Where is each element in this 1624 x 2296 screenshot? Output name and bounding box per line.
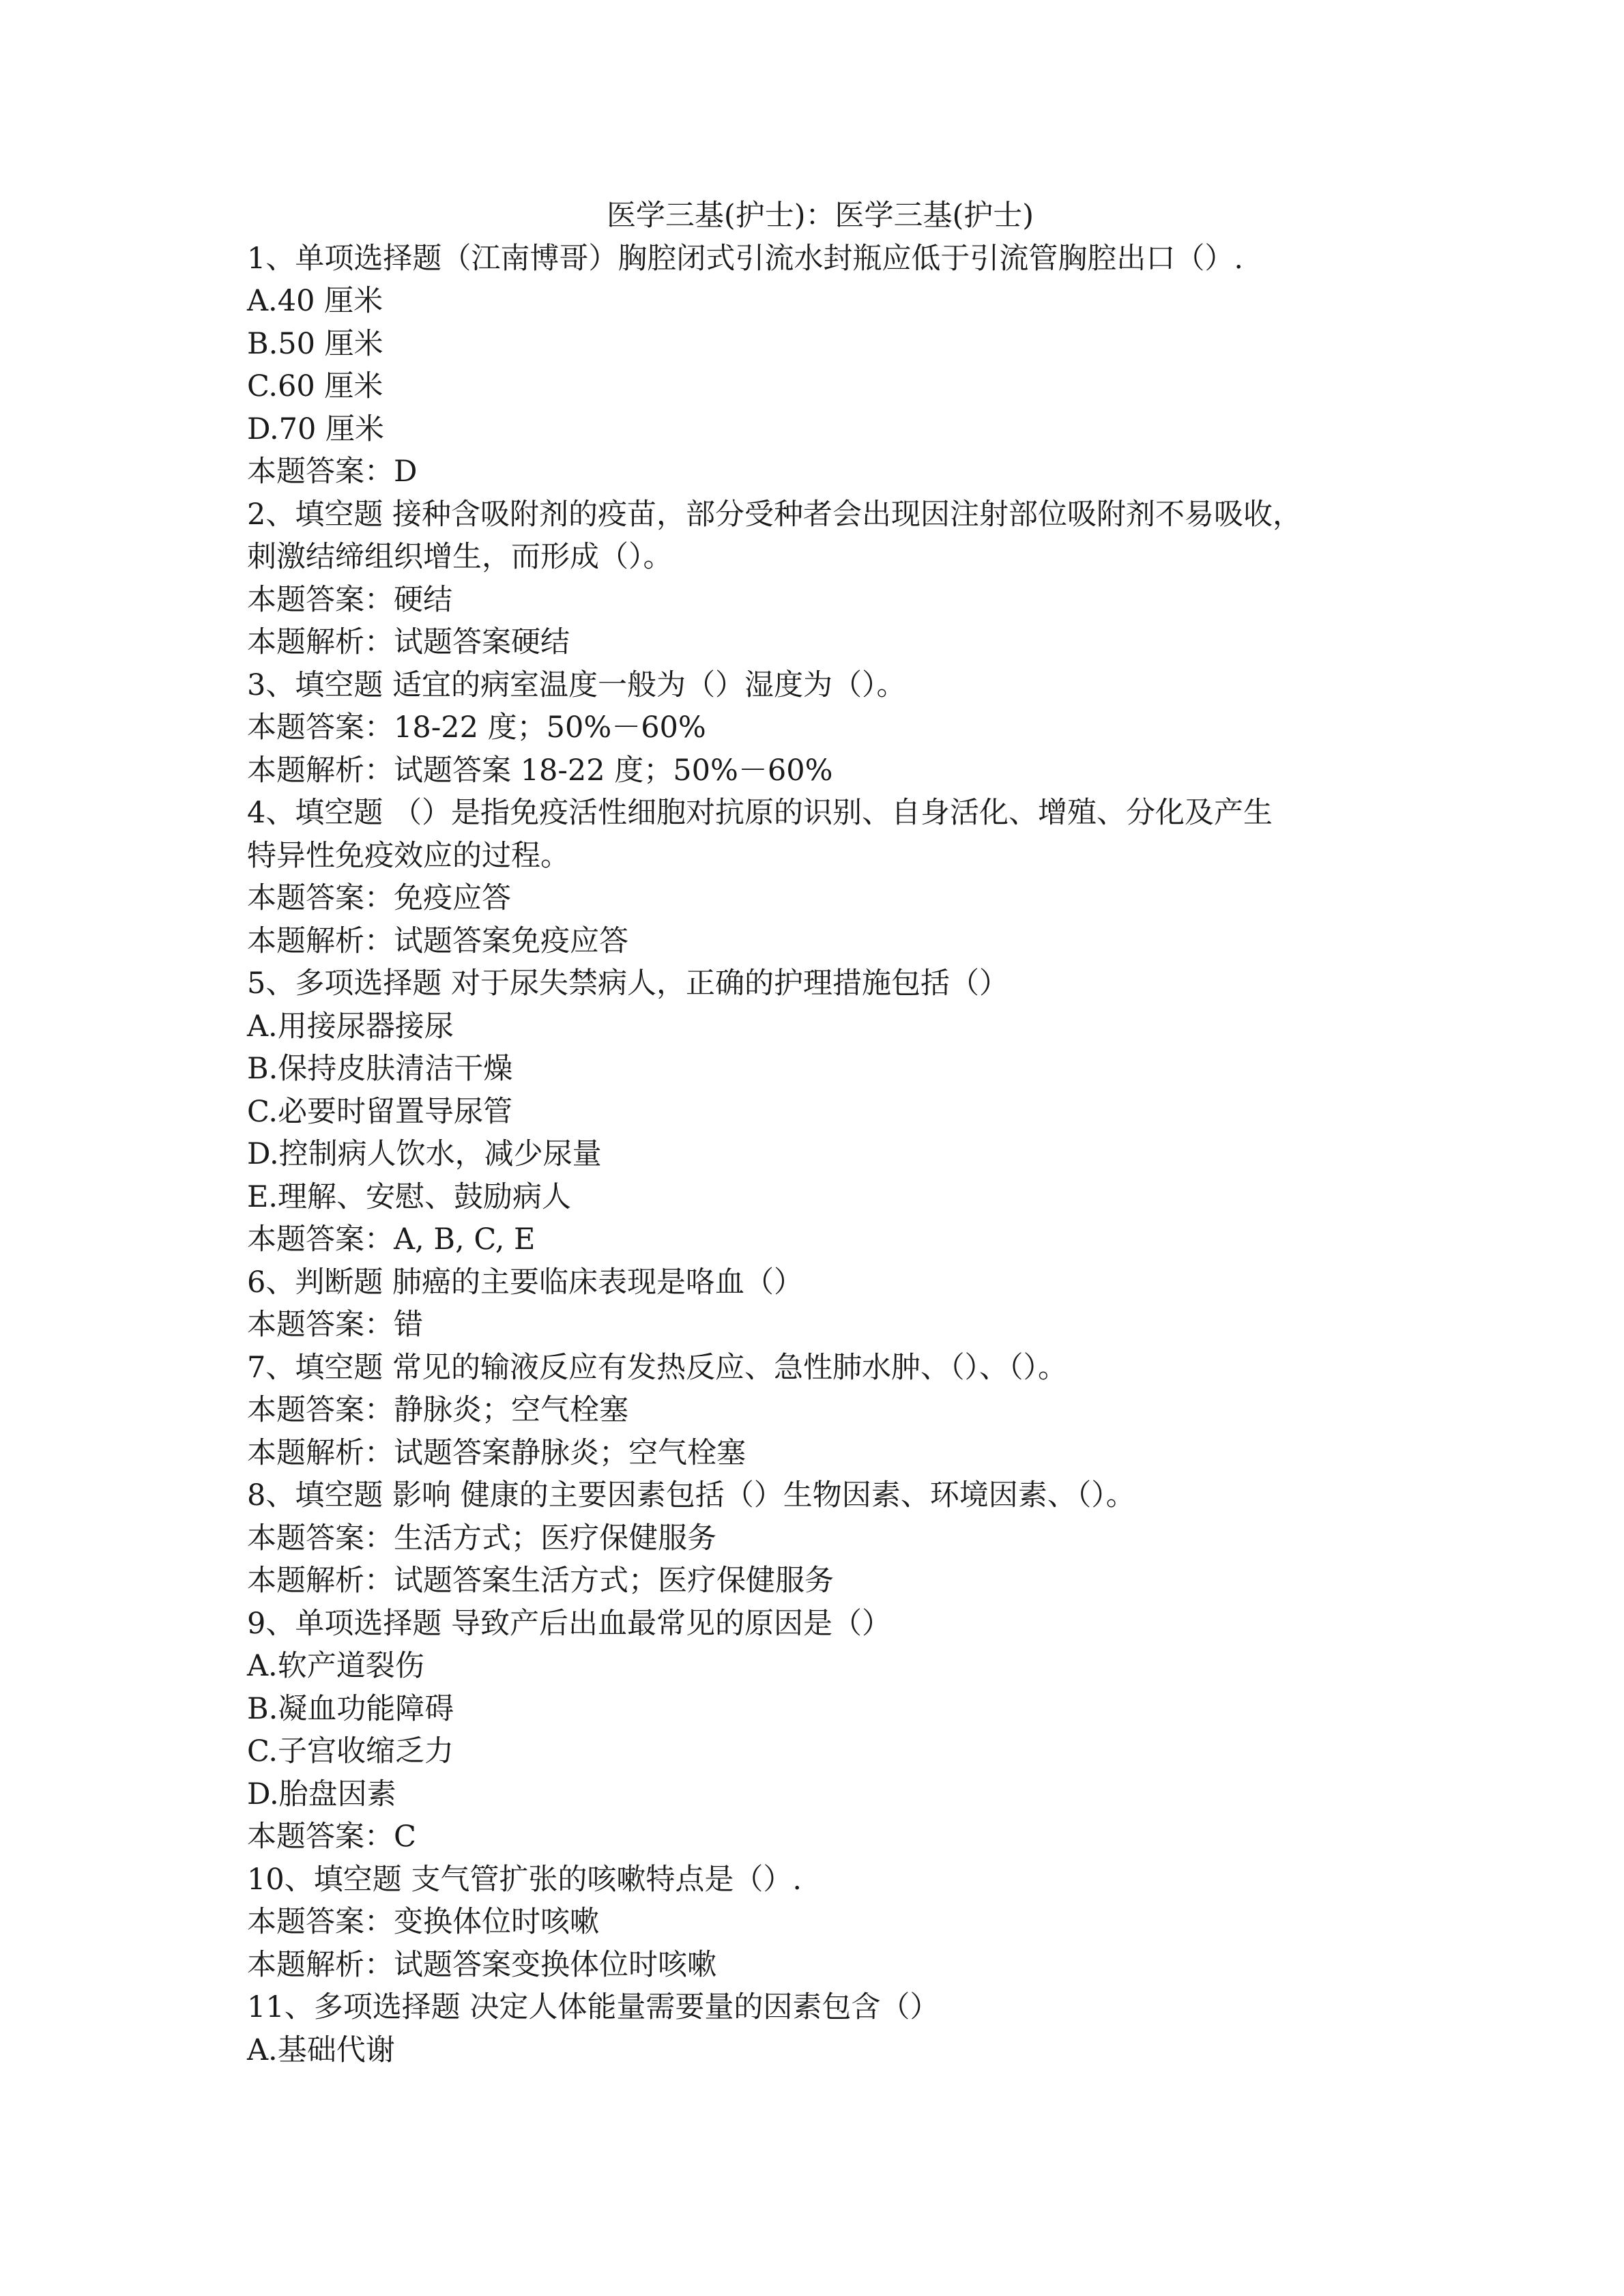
question-9-option-a: A.软产道裂伤	[247, 1649, 424, 1683]
question-9-option-d: D.胎盘因素	[247, 1777, 396, 1811]
question-6-answer: 本题答案：错	[247, 1308, 423, 1342]
question-8-answer: 本题答案：生活方式；医疗保健服务	[247, 1521, 716, 1555]
question-7-answer: 本题答案：静脉炎；空气栓塞	[247, 1393, 628, 1427]
question-4: 4、填空题 （）是指免疫活性细胞对抗原的识别、自身活化、增殖、分化及产生	[247, 796, 1273, 830]
question-1-option-c: C.60 厘米	[247, 369, 383, 403]
question-9: 9、单项选择题 导致产后出血最常见的原因是（）	[247, 1606, 892, 1641]
question-10: 10、填空题 支气管扩张的咳嗽特点是（）.	[247, 1862, 802, 1897]
question-11-option-a: A.基础代谢	[247, 2033, 395, 2067]
question-5-option-b: B.保持皮肤清洁干燥	[247, 1052, 513, 1086]
question-10-explanation: 本题解析：试题答案变换体位时咳嗽	[247, 1947, 716, 1982]
question-1-option-b: B.50 厘米	[247, 326, 383, 361]
question-4-continued: 特异性免疫效应的过程。	[247, 838, 570, 873]
question-2-answer: 本题答案：硬结	[247, 582, 452, 617]
question-7-explanation: 本题解析：试题答案静脉炎；空气栓塞	[247, 1435, 746, 1470]
question-5-option-d: D.控制病人饮水，减少尿量	[247, 1137, 602, 1171]
question-9-answer: 本题答案：C	[247, 1820, 416, 1854]
question-5-answer: 本题答案：A, B, C, E	[247, 1222, 536, 1257]
question-6: 6、判断题 肺癌的主要临床表现是咯血（）	[247, 1265, 804, 1300]
question-3: 3、填空题 适宜的病室温度一般为（）湿度为（）。	[247, 668, 906, 702]
question-4-answer: 本题答案：免疫应答	[247, 881, 511, 915]
question-1-option-a: A.40 厘米	[247, 284, 383, 318]
question-2-explanation: 本题解析：试题答案硬结	[247, 625, 570, 659]
question-1-answer: 本题答案：D	[247, 455, 418, 489]
question-2-continued: 刺激结缔组织增生，而形成（）。	[247, 540, 673, 574]
question-3-explanation: 本题解析：试题答案 18-22 度；50%－60%	[247, 753, 833, 788]
question-8: 8、填空题 影响 健康的主要因素包括（）生物因素、环境因素、（）。	[247, 1478, 1135, 1512]
question-5-option-c: C.必要时留置导尿管	[247, 1094, 513, 1129]
question-1-option-d: D.70 厘米	[247, 412, 384, 446]
question-1: 1、单项选择题（江南博哥）胸腔闭式引流水封瓶应低于引流管胸腔出口（）.	[247, 241, 1244, 276]
question-5-option-e: E.理解、安慰、鼓励病人	[247, 1179, 572, 1214]
question-5-option-a: A.用接尿器接尿	[247, 1009, 454, 1044]
question-9-option-c: C.子宫收缩乏力	[247, 1734, 454, 1768]
question-3-answer: 本题答案：18-22 度；50%－60%	[247, 711, 706, 745]
document-title: 医学三基(护士)：医学三基(护士)	[606, 199, 1034, 233]
question-5: 5、多项选择题 对于尿失禁病人，正确的护理措施包括（）	[247, 966, 1009, 1001]
question-4-explanation: 本题解析：试题答案免疫应答	[247, 923, 628, 958]
question-10-answer: 本题答案：变换体位时咳嗽	[247, 1905, 599, 1939]
question-9-option-b: B.凝血功能障碍	[247, 1691, 454, 1726]
question-2: 2、填空题 接种含吸附剂的疫苗，部分受种者会出现因注射部位吸附剂不易吸收，	[247, 497, 1303, 532]
document-body	[247, 195, 1393, 2071]
question-7: 7、填空题 常见的输液反应有发热反应、急性肺水肿、（）、（）。	[247, 1350, 1068, 1385]
question-8-explanation: 本题解析：试题答案生活方式；医疗保健服务	[247, 1564, 834, 1598]
question-11: 11、多项选择题 决定人体能量需要量的因素包含（）	[247, 1990, 940, 2024]
